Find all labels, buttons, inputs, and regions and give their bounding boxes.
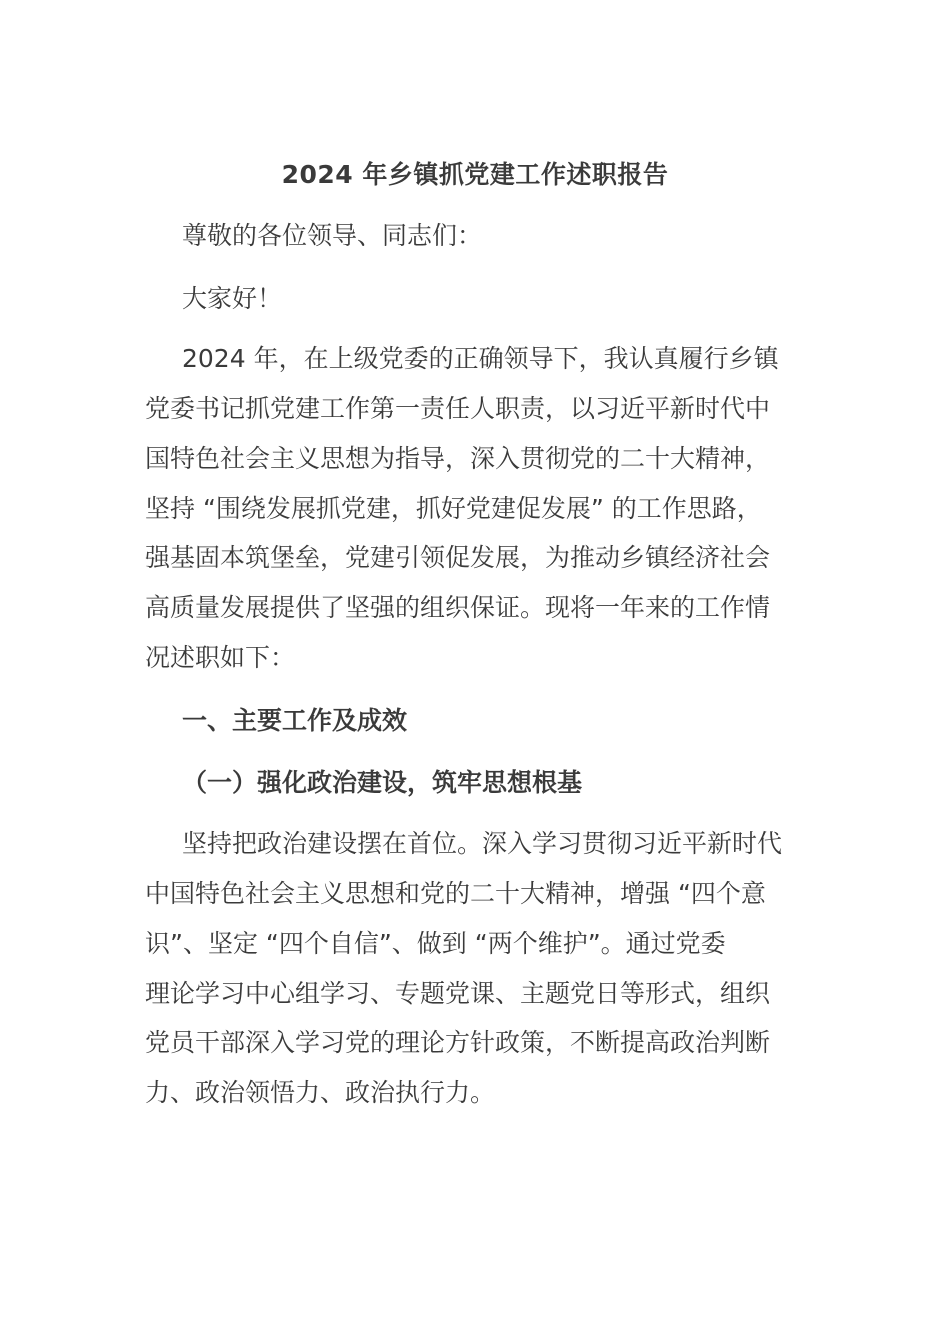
greeting: 大家好！: [182, 284, 283, 313]
intro-line: 国特色社会主义思想为指导，深入贯彻党的二十大精神，: [145, 444, 771, 473]
section-heading: 一、主要工作及成效: [182, 706, 408, 735]
body-line: 党员干部深入学习党的理论方针政策，不断提高政治判断: [145, 1028, 771, 1057]
body-line: 中国特色社会主义思想和党的二十大精神，增强 “四个意: [145, 879, 766, 908]
body-line: 识”、坚定 “四个自信”、做到 “两个维护”。通过党委: [145, 929, 726, 958]
salutation: 尊敬的各位领导、同志们：: [182, 221, 483, 250]
body-line: 坚持把政治建设摆在首位。深入学习贯彻习近平新时代: [182, 829, 783, 858]
intro-line: 2024 年，在上级党委的正确领导下，我认真履行乡镇: [182, 344, 779, 373]
body-line: 理论学习中心组学习、专题党课、主题党日等形式，组织: [145, 979, 771, 1008]
intro-line: 况述职如下：: [145, 643, 296, 672]
body-line: 力、政治领悟力、政治执行力。: [145, 1078, 496, 1107]
intro-line: 党委书记抓党建工作第一责任人职责，以习近平新时代中: [145, 394, 771, 423]
intro-line: 坚持 “围绕发展抓党建，抓好党建促发展” 的工作思路，: [145, 494, 762, 523]
document-title: 2024 年乡镇抓党建工作述职报告: [281, 160, 669, 189]
subsection-heading: （一）强化政治建设，筑牢思想根基: [182, 768, 583, 797]
intro-line: 强基固本筑堡垒，党建引领促发展，为推动乡镇经济社会: [145, 543, 771, 572]
intro-line: 高质量发展提供了坚强的组织保证。现将一年来的工作情: [145, 593, 771, 622]
